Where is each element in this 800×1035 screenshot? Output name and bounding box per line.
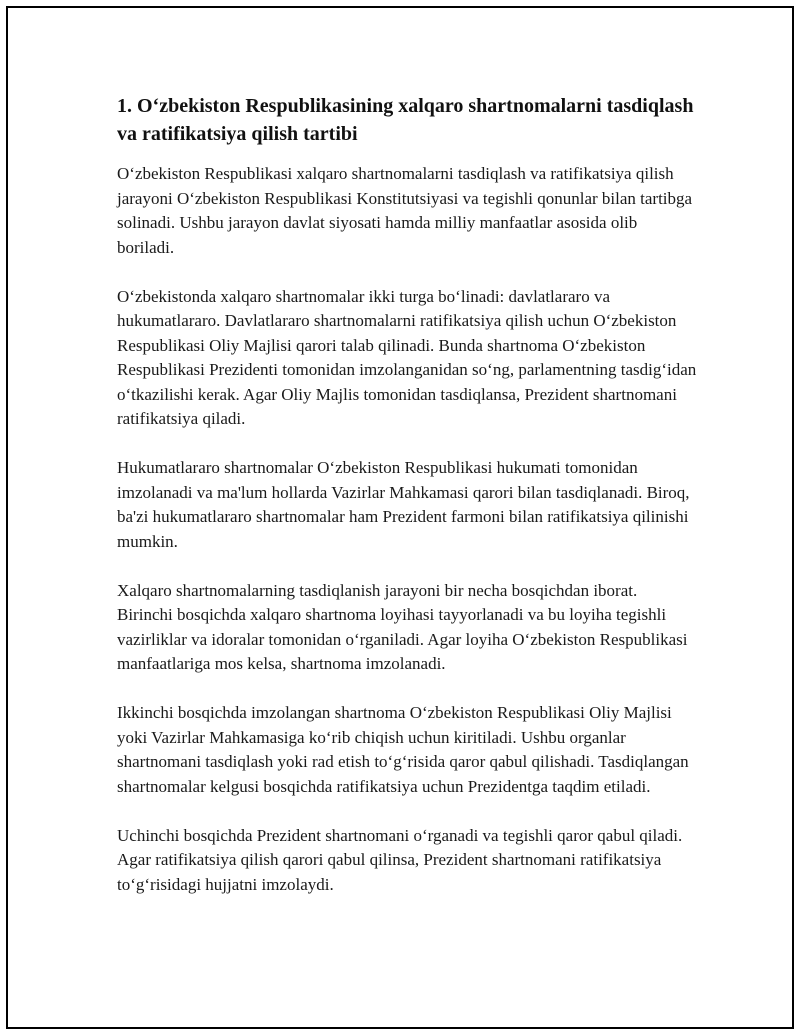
paragraph-intro: O‘zbekiston Respublikasi xalqaro shartnomalarni tasdiqlash va ratifikatsiya qilish jarayoni O‘zbekiston Respublikasi Konstitutsiyasi va tegishli qonunlar bilan tartibga solinadi. Ushbu jarayon davlat siyosati hamda milliy manfaatlar asosida olib boriladi. xyxy=(117,164,693,257)
paragraph-stage-one: Xalqaro shartnomalarning tasdiqlanish jarayoni bir necha bosqichdan iborat. Birinchi bosqichda xalqaro shartnoma loyihasi tayyorlanadi va bu loyiha tegishli vazirliklar va idoralar tomonidan o‘rganiladi. Agar loyiha O‘zbekiston Respublikasi manfaatlariga mos kelsa, shartnoma imzolanadi. xyxy=(117,580,688,673)
paragraph-treaty-types: O‘zbekistonda xalqaro shartnomalar ikki turga bo‘linadi: davlatlararo va hukumatlararo. Davlatlararo shartnomalarni ratifikatsiya qilish uchun O‘zbekiston Respublikasi Oliy Majlisi qarori talab qilinadi. Bunda shartnoma O‘zbekiston Respublikasi Prezidenti tomonidan imzolanganidan so‘ng, parlamentning tasdig‘idan o‘tkazilishi kerak. Agar Oliy Majlis tomonidan tasdiqlansa, Prezident shartnomani ratifikatsiya qiladi. xyxy=(117,286,697,428)
document-body xyxy=(117,92,697,897)
section-heading: 1. O‘zbekiston Respublikasining xalqaro shartnomalarni tasdiqlash va ratifikatsiya qilish tartibi xyxy=(117,95,694,145)
paragraph-intergovernmental: Hukumatlararo shartnomalar O‘zbekiston Respublikasi hukumati tomonidan imzolanadi va ma'lum hollarda Vazirlar Mahkamasi qarori bilan tasdiqlanadi. Biroq, ba'zi hukumatlararo shartnomalar ham Prezident farmoni bilan ratifikatsiya qilinishi mumkin. xyxy=(117,458,690,551)
paragraph-stage-two: Ikkinchi bosqichda imzolangan shartnoma O‘zbekiston Respublikasi Oliy Majlisi yoki Vazirlar Mahkamasiga ko‘rib chiqish uchun kiritiladi. Ushbu organlar shartnomani tasdiqlash yoki rad etish to‘g‘risida qaror qabul qilishadi. Tasdiqlangan shartnomalar kelgusi bosqichda ratifikatsiya uchun Prezidentga taqdim etiladi. xyxy=(117,703,689,796)
paragraph-stage-three: Uchinchi bosqichda Prezident shartnomani o‘rganadi va tegishli qaror qabul qiladi. Agar ratifikatsiya qilish qarori qabul qilinsa, Prezident shartnomani ratifikatsiya to‘g‘risidagi hujjatni imzolaydi. xyxy=(117,825,683,894)
